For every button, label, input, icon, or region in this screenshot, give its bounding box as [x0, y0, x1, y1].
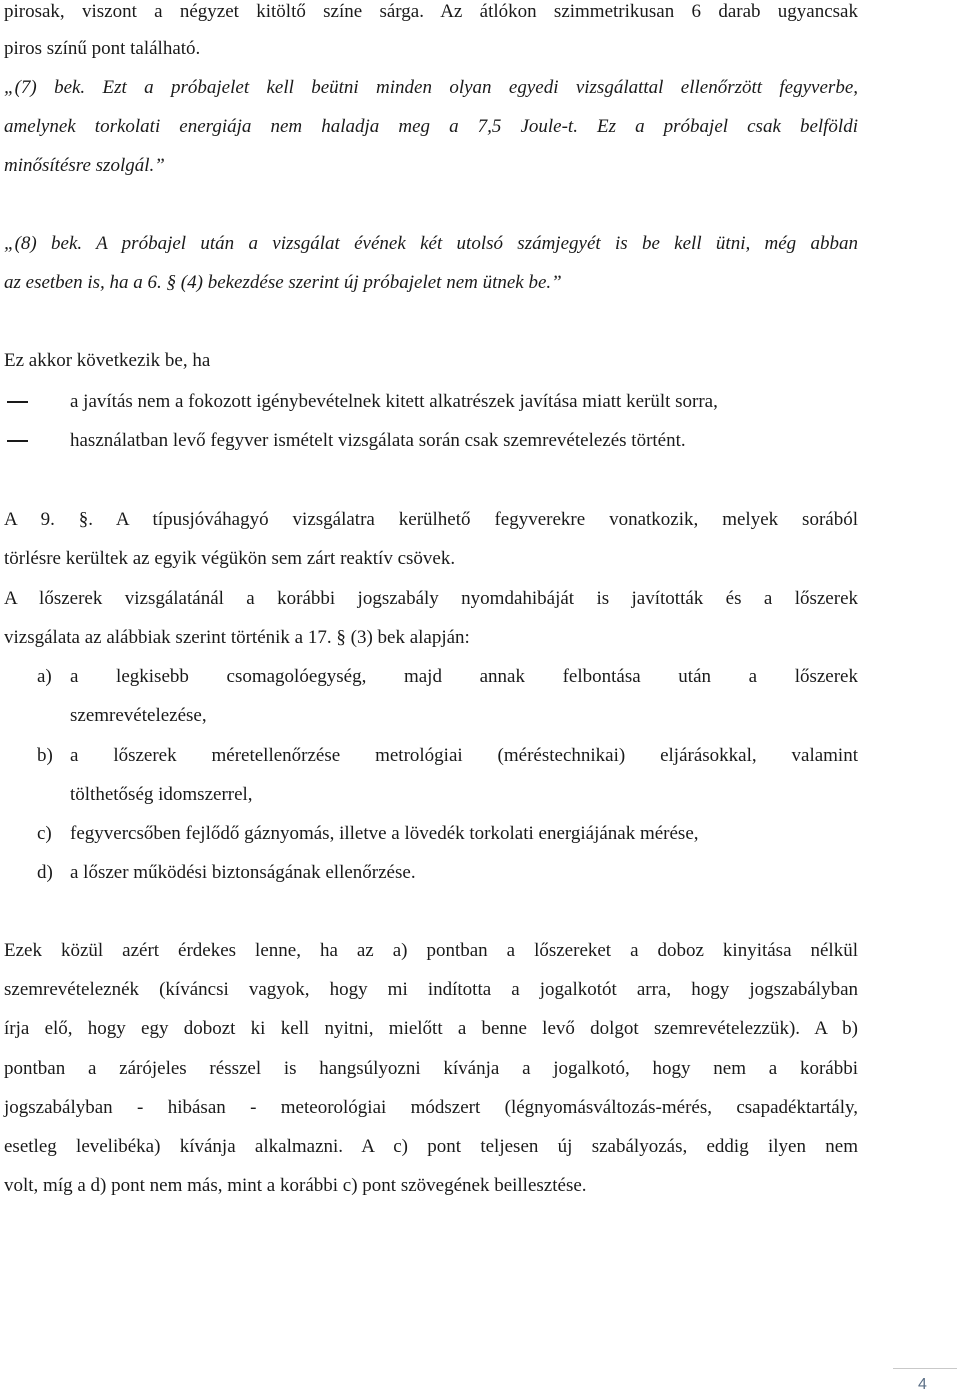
list-marker: b)	[37, 745, 53, 766]
text-line: volt, míg a d) pont nem más, mint a korábbi c) pont szövegének beillesztése.	[4, 1175, 587, 1196]
dash-bullet	[7, 401, 28, 403]
text-line: szemrevételeznék (kíváncsi vagyok, hogy mi indította a jogalkotót arra, hogy jogszabályban	[4, 979, 858, 1000]
text-line: vizsgálata az alábbiak szerint történik a 17. § (3) bek alapján:	[4, 627, 470, 648]
quote-7-line: minősítésre szolgál.”	[4, 155, 165, 176]
dash-list-item: a javítás nem a fokozott igénybevételnek kitett alkatrészek javítása miatt került sorra,	[70, 391, 718, 412]
text-line: jogszabályban - hibásan - meteorológiai módszert (légnyomásváltozás-mérés, csapadéktartály,	[4, 1097, 858, 1118]
page-number: 4	[918, 1376, 927, 1393]
list-item-text: a legkisebb csomagolóegység, majd annak felbontása után a lőszerek	[70, 666, 858, 687]
text-line: A 9. §. A típusjóváhagyó vizsgálatra kerülhető fegyverekre vonatkozik, melyek sorából	[4, 509, 858, 530]
list-item-text: a lőszerek méretellenőrzése metrológiai (méréstechnikai) eljárásokkal, valamint	[70, 745, 858, 766]
dash-list-item: használatban levő fegyver ismételt vizsgálata során csak szemrevételezés történt.	[70, 430, 686, 451]
quote-8-line: az esetben is, ha a 6. § (4) bekezdése szerint új próbajelet nem ütnek be.”	[4, 272, 562, 293]
page-number-rule	[893, 1368, 957, 1369]
list-marker: a)	[37, 666, 52, 687]
list-item-text: fegyvercsőben fejlődő gáznyomás, illetve a lövedék torkolati energiájának mérése,	[70, 823, 699, 844]
quote-7-line: amelynek torkolati energiája nem haladja meg a 7,5 Joule-t. Ez a próbajel csak belföldi	[4, 116, 858, 137]
text-line: írja elő, hogy egy dobozt ki kell nyitni, mielőtt a benne levő dolgot szemrevételezzük). A b)	[4, 1018, 858, 1039]
list-item-text: szemrevételezése,	[70, 705, 207, 726]
text-line: Ezek közül azért érdekes lenne, ha az a) pontban a lőszereket a doboz kinyitása nélkül	[4, 940, 858, 961]
dash-bullet	[7, 440, 28, 442]
text-line: Ez akkor következik be, ha	[4, 350, 211, 371]
text-line: piros színű pont található.	[4, 38, 201, 59]
list-marker: d)	[37, 862, 53, 883]
text-line: pirosak, viszont a négyzet kitöltő színe sárga. Az átlókon szimmetrikusan 6 darab ugyancsak	[4, 1, 858, 22]
quote-8-line: „(8) bek. A próbajel után a vizsgálat évének két utolsó számjegyét is be kell ütni, még abban	[4, 233, 858, 254]
text-line: A lőszerek vizsgálatánál a korábbi jogszabály nyomdahibáját is javították és a lőszerek	[4, 588, 858, 609]
list-item-text: tölthetőség idomszerrel,	[70, 784, 253, 805]
text-line: pontban a zárójeles résszel is hangsúlyozni kívánja a jogalkotó, hogy nem a korábbi	[4, 1058, 858, 1079]
list-item-text: a lőszer működési biztonságának ellenőrzése.	[70, 862, 416, 883]
text-line: esetleg levelibéka) kívánja alkalmazni. A c) pont teljesen új szabályozás, eddig ilyen nem	[4, 1136, 858, 1157]
quote-7-line: „(7) bek. Ezt a próbajelet kell beütni minden olyan egyedi vizsgálattal ellenőrzött fegyverbe,	[4, 77, 858, 98]
list-marker: c)	[37, 823, 52, 844]
text-line: törlésre kerültek az egyik végükön sem zárt reaktív csövek.	[4, 548, 456, 569]
